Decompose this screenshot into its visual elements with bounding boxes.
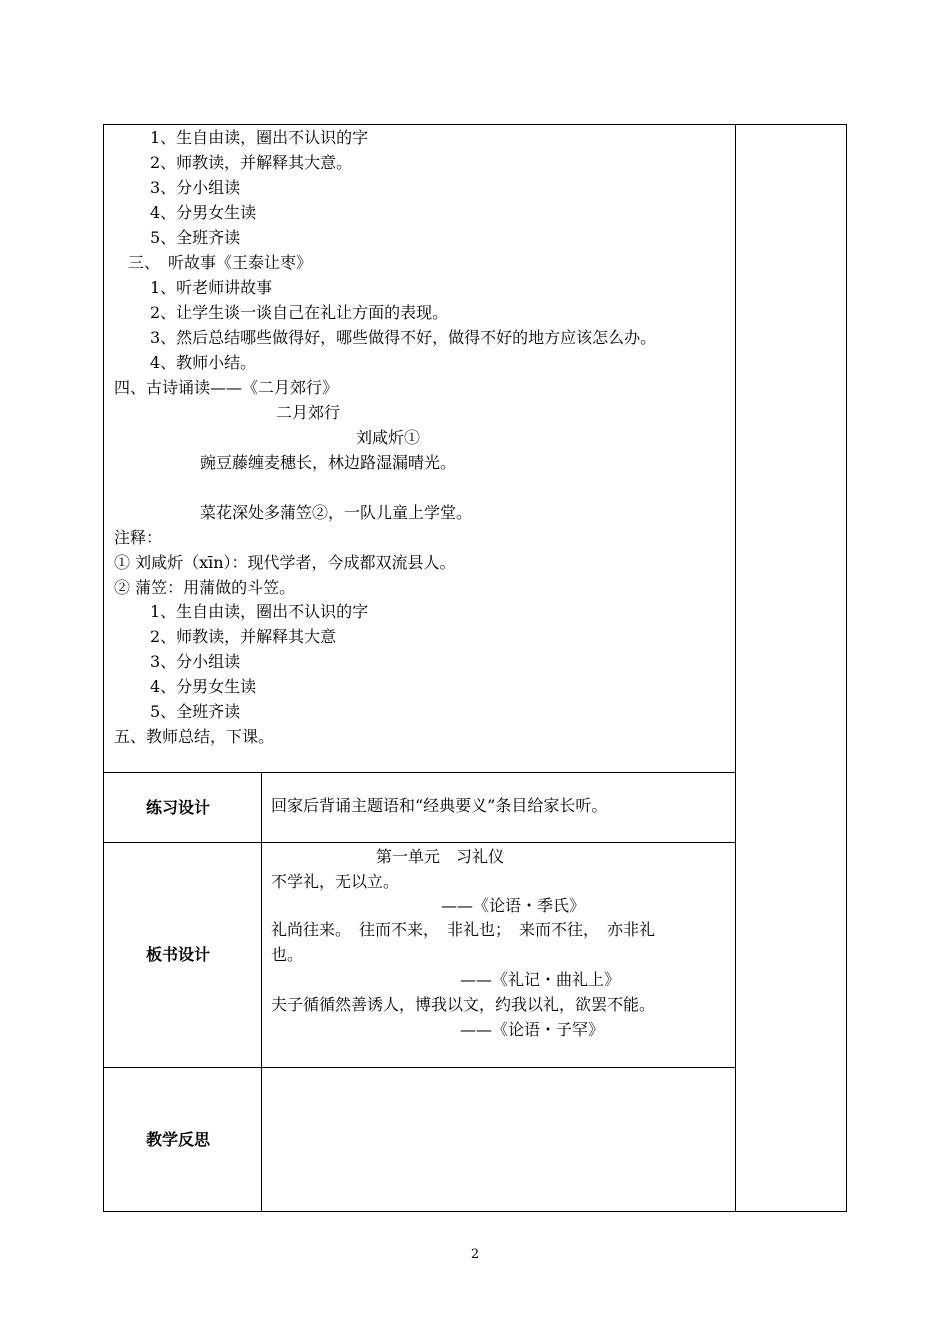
text-line: 1、听老师讲故事 [150,278,273,297]
text-line: 4、教师小结。 [150,353,257,372]
page-number: 2 [470,1247,480,1262]
text-line: 2、师教读，并解释其大意 [150,627,337,646]
row-divider-exercise [103,772,736,773]
section-heading: 四、古诗诵读——《二月郊行》 [114,378,339,397]
poem-line: 豌豆藤缠麦穗长，林边路湿漏晴光。 [200,453,457,472]
row-divider-board [103,842,736,843]
board-line: 礼尚往来。 往而不来， 非礼也； 来而不往， 亦非礼 [271,920,656,939]
section-heading: 三、 听故事《王泰让枣》 [128,253,313,272]
text-line: 4、分男女生读 [150,677,257,696]
section-heading: 五、教师总结，下课。 [114,727,275,746]
poem-line: 菜花深处多蒲笠②，一队儿童上学堂。 [200,503,473,522]
reflection-label: 教学反思 [146,1130,211,1149]
exercise-label: 练习设计 [146,798,211,817]
board-line: 也。 [271,945,304,964]
notes-heading: 注释： [114,528,163,547]
text-line: 5、全班齐读 [150,702,241,721]
note-line: ① 刘咸炘（xīn）：现代学者，今成都双流县人。 [114,553,456,572]
board-source: ——《论语・季氏》 [441,896,586,915]
text-line: 3、然后总结哪些做得好，哪些做得不好，做得不好的地方应该怎么办。 [150,328,657,347]
board-line: 不学礼，无以立。 [271,872,400,891]
poem-title: 二月郊行 [276,403,341,422]
board-line: 夫子循循然善诱人，博我以文，约我以礼，欲罢不能。 [271,995,656,1014]
poem-author: 刘咸炘① [356,428,421,447]
text-line: 2、师教读，并解释其大意。 [150,153,353,172]
note-line: ② 蒲笠：用蒲做的斗笠。 [114,578,296,597]
board-label: 板书设计 [146,945,211,964]
text-line: 2、让学生谈一谈自己在礼让方面的表现。 [150,303,449,322]
board-title: 第一单元 习礼仪 [376,847,505,866]
text-line: 3、分小组读 [150,652,241,671]
exercise-content: 回家后背诵主题语和“经典要义”条目给家长听。 [271,796,608,815]
text-line: 5、全班齐读 [150,228,241,247]
row-divider-reflection [103,1067,736,1068]
text-line: 1、生自由读，圈出不认识的字 [150,602,369,621]
right-column-divider [735,124,736,1212]
board-source: ——《论语・子罕》 [460,1020,605,1039]
text-line: 3、分小组读 [150,178,241,197]
label-column-divider [261,772,262,1212]
board-source: ——《礼记・曲礼上》 [460,970,621,989]
text-line: 4、分男女生读 [150,203,257,222]
text-line: 1、生自由读，圈出不认识的字 [150,128,369,147]
